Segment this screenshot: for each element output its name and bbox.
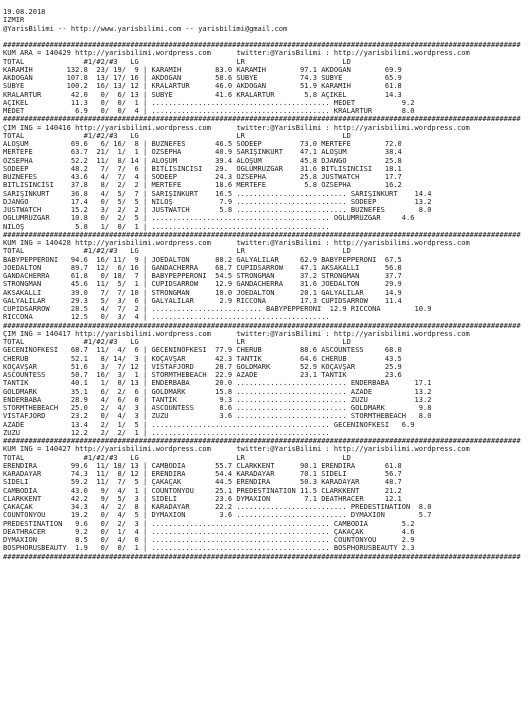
report-line: BUZNEFES 43.6 4/ 7/ 4 | SODEEP 24.3 ÖZSEPHA 25.8 JUSTWATCH 17.7	[3, 173, 402, 181]
report-line: STRONGMAN 45.6 11/ 5/ 1 | CUPIDSARROW 12.9 GANDACHERRA 31.6 JOEDALTON 29.9	[3, 280, 402, 289]
separator-line: ##########################################################################################################################	[3, 115, 521, 124]
report-line: CAMBODIA 43.0 9/ 4/ 1 | COUNTONYOU 25.1 PREDESTINATION 11.5 CLARKKENT 21.2	[3, 486, 402, 495]
report-line: KUM ING = 140428 http://yarisbilimi.wordpress.com twitter:@YarisBilimi : http://yarisbilimi.wordpress.com	[3, 239, 470, 247]
report-line: VISTAFJORD 23.2 0/ 4/ 3 | ZUZU 3.6 .......................... STORMTHEBEACH 8.0	[3, 412, 432, 421]
report-line: KRALARTUR 42.0 0/ 6/ 13 | SÜBYE 41.6 KRALARTUR 5.8 AÇIKEL 14.3	[3, 90, 402, 99]
report-line: DJANGO 17.4 0/ 5/ 5 | NİLOŞ 7.9 .......................... SODEEP 13.2	[3, 197, 432, 206]
report-line: COUNTONYOU 19.2 0/ 4/ 5 | DYMAXION 3.6 .......................... DYMAXION 5.7	[3, 511, 432, 520]
report-line: KOÇAVŞAR 51.6 3/ 7/ 12 | VISTAFJORD 28.7 GOLDMARK 52.9 KOÇAVŞAR 25.9	[3, 362, 402, 371]
report-line: PREDESTINATION 9.6 0/ 2/ 3 | .......................................... CAMBODIA 5.2	[3, 519, 415, 528]
report-line: ZUZU 12.2 2/ 2/ 1 | ..........................................	[3, 428, 330, 437]
report-line: CHERUB 52.1 8/ 14/ 3 | KOÇAVŞAR 42.3 TANTİK 64.6 CHERUB 43.5	[3, 354, 402, 363]
report-line: ENDERBABA 28.9 4/ 6/ 0 | TANTİK 9.3 .......................... ZUZU 13.2	[3, 395, 432, 404]
separator-line: ##########################################################################################################################	[3, 41, 521, 49]
report-line: NİLOŞ 5.8 1/ 0/ 1 | ..........................................	[3, 222, 330, 231]
report-line: GECENİNÖFKESİ 68.7 11/ 4/ 6 | GECENİNÖFKESİ 77.9 CHERUB 88.6 ASCOUNTESS 68.0	[3, 346, 402, 355]
report-line: JUSTWATCH 15.2 3/ 2/ 2 | JUSTWATCH 5.8 .......................... BUZNEFES 8.0	[3, 206, 432, 214]
report-line: ÇIM ING = 140416 http://yarisbilimi.wordpress.com twitter:@YarisBilimi : http://yarisbilimi.wordpress.com	[3, 123, 470, 132]
report-line: OĞLUMRÜZGAR 10.8 0/ 2/ 5 | .......................................... OĞLUMRÜZGAR 4.6	[3, 214, 415, 223]
report-line: DEATHRACER 9.2 0/ 1/ 4 | .......................................... ÇAKAÇAK 4.6	[3, 527, 415, 536]
report-line: TOTAL #1/#2/#3 LG LR LD	[3, 247, 351, 256]
report-line: GANDACHERRA 61.8 0/ 18/ 7 | BABYPEPPERONI 54.5 STRONGMAN 37.2 STRONGMAN 37.7	[3, 272, 402, 280]
report-line: ÖZSEPHA 52.2 11/ 8/ 14 | ALOŞUM 39.4 ALOŞUM 45.8 DJANGO 25.8	[3, 156, 402, 165]
report-line: CLARKKENT 42.2 9/ 5/ 3 | SİDELİ 23.6 DYMAXION 7.1 DEATHRACER 12.1	[3, 494, 402, 503]
report-line: BABYPEPPERONI 94.6 16/ 11/ 9 | JOEDALTON 80.2 GALYALILAR 62.9 BABYPEPPERONI 67.5	[3, 255, 402, 264]
report-line: TOTAL #1/#2/#3 LG LR LD	[3, 338, 351, 346]
report-line: SODEEP 48.2 7/ 7/ 6 | BİTLİSİNCİSİ 29. OĞLUMRÜZGAR 31.6 BİTLİSİNCİSİ 18.1	[3, 164, 402, 173]
report-line: KUM ING = 140427 http://yarisbilimi.wordpress.com twitter:@YarisBilimi : http://yarisbilimi.wordpress.com	[3, 445, 470, 454]
report-line: GALYALILAR 29.3 5/ 3/ 6 | GALYALILAR 2.9 RICCONA 17.3 CUPIDSARROW 11.4	[3, 296, 402, 305]
report-line: DYMAXION 8.5 0/ 4/ 0 | .......................................... COUNTONYOU 2.9	[3, 536, 415, 544]
report-line: STORMTHEBEACH 25.0 2/ 4/ 3 | ASCOUNTESS 8.6 .......................... GOLDMARK 9.8	[3, 404, 432, 412]
report-line: KARAMIH 132.8 23/ 19/ 9 | KARAMIH 83.0 KARAMIH 97.1 AKDOĞAN 69.9	[3, 65, 402, 74]
report-line: TOTAL #1/#2/#3 LG LR LD	[3, 57, 351, 66]
report-line: RICCONA 12.5 0/ 3/ 4 | ..........................................	[3, 313, 330, 322]
report-line: GOLDMARK 35.1 6/ 2/ 6 | GOLDMARK 15.8 .......................... AZADE 13.2	[3, 387, 432, 396]
separator-line: ##########################################################################################################################	[3, 437, 521, 445]
report-line: BİTLİSİNCİSİ 37.8 8/ 2/ 2 | MERTEFE 18.6 MERTEFE 5.8 ÖZSEPHA 16.2	[3, 181, 402, 190]
report-line: SARIŞINKURT 36.8 4/ 5/ 7 | SARIŞINKURT 16.5 .......................... SARIŞINKURT 14.4	[3, 189, 432, 198]
report-line: BOSPHORUSBEAUTY 1.9 0/ 0/ 1 | .......................................... BOSPHORUSBEAUTY 2.3	[3, 544, 415, 553]
separator-line: ##########################################################################################################################	[3, 552, 521, 561]
report-line: MEDET 6.9 0/ 0/ 4 | .......................................... KRALARTUR 8.0	[3, 107, 415, 115]
report-city: IZMIR	[3, 16, 25, 25]
report-line: SİDELİ 59.2 11/ 7/ 5 | ÇAKAÇAK 44.5 ERENDIRA 50.3 KARADAYAR 48.7	[3, 478, 402, 487]
report-line: ASCOUNTESS 50.7 16/ 3/ 1 | STORMTHEBEACH 22.9 AZADE 23.1 TANTİK 23.6	[3, 371, 402, 379]
report-line: JOEDALTON 89.7 12/ 6/ 16 | GANDACHERRA 68.7 CUPIDSARROW 47.1 AKSAKALLI 56.8	[3, 263, 402, 272]
report-line: ÇIM ING = 140417 http://yarisbilimi.wordpress.com twitter:@YarisBilimi : http://yarisbilimi.wordpress.com	[3, 329, 470, 338]
report-line: AZADE 13.4 2/ 1/ 5 | .......................................... GECENİNÖFKESİ 6.9	[3, 420, 415, 429]
blank-line	[3, 33, 528, 41]
report-date: 19.08.2018	[3, 8, 46, 16]
report-contact: @YarisBilimi -- http://www.yarisbilimi.com -- yarisbilimi@gmail.com	[3, 24, 288, 33]
report-line: TOTAL #1/#2/#3 LG LR LD	[3, 453, 351, 462]
report-line: SÜBYE 100.2 16/ 13/ 12 | KRALARTUR 46.0 AKDOĞAN 51.9 KARAMIH 61.8	[3, 82, 402, 91]
report-line: ALOŞUM 69.6 6/ 16/ 8 | BUZNEFES 46.5 SODEEP 73.0 MERTEFE 72.0	[3, 140, 402, 148]
report-body	[3, 33, 528, 561]
report-line: KARADAYAR 74.3 11/ 8/ 12 | ERENDIRA 54.4 KARADAYAR 70.1 SİDELİ 56.7	[3, 470, 402, 478]
report-line: ERENDIRA 99.6 11/ 18/ 13 | CAMBODIA 55.7 CLARKKENT 90.1 ERENDIRA 61.8	[3, 461, 402, 470]
report-line: TANTİK 40.1 1/ 8/ 13 | ENDERBABA 20.0 .......................... ENDERBABA 17.1	[3, 379, 432, 388]
report-line: AÇIKEL 11.3 0/ 0/ 1 | .......................................... MEDET 9.2	[3, 98, 415, 107]
report-line: AKDOĞAN 107.8 13/ 17/ 16 | AKDOĞAN 58.6 SÜBYE 74.3 SÜBYE 65.9	[3, 74, 402, 82]
report-line: MERTEFE 63.7 21/ 1/ 1 | ÖZSEPHA 40.9 SARIŞINKURT 47.1 ALOŞUM 38.4	[3, 148, 402, 157]
report-line: TOTAL #1/#2/#3 LG LR LD	[3, 131, 351, 140]
report-line: CUPIDSARROW 28.5 4/ 7/ 2 | .......................... BABYPEPPERONI 12.9 RICCONA 10.9	[3, 305, 432, 313]
separator-line: ##########################################################################################################################	[3, 230, 521, 239]
report-line: ÇAKAÇAK 34.3 4/ 2/ 8 | KARADAYAR 22.2 .......................... PREDESTINATION 8.0	[3, 503, 432, 511]
report-line: AKSAKALLI 39.0 7/ 7/ 10 | STRONGMAN 10.0 JOEDALTON 20.1 GALYALILAR 14.9	[3, 288, 402, 297]
separator-line: ##########################################################################################################################	[3, 321, 521, 330]
report-line: KUM ARA = 140429 http://yarisbilimi.wordpress.com twitter:@YarisBilimi : http://yarisbilimi.wordpress.com	[3, 49, 470, 58]
